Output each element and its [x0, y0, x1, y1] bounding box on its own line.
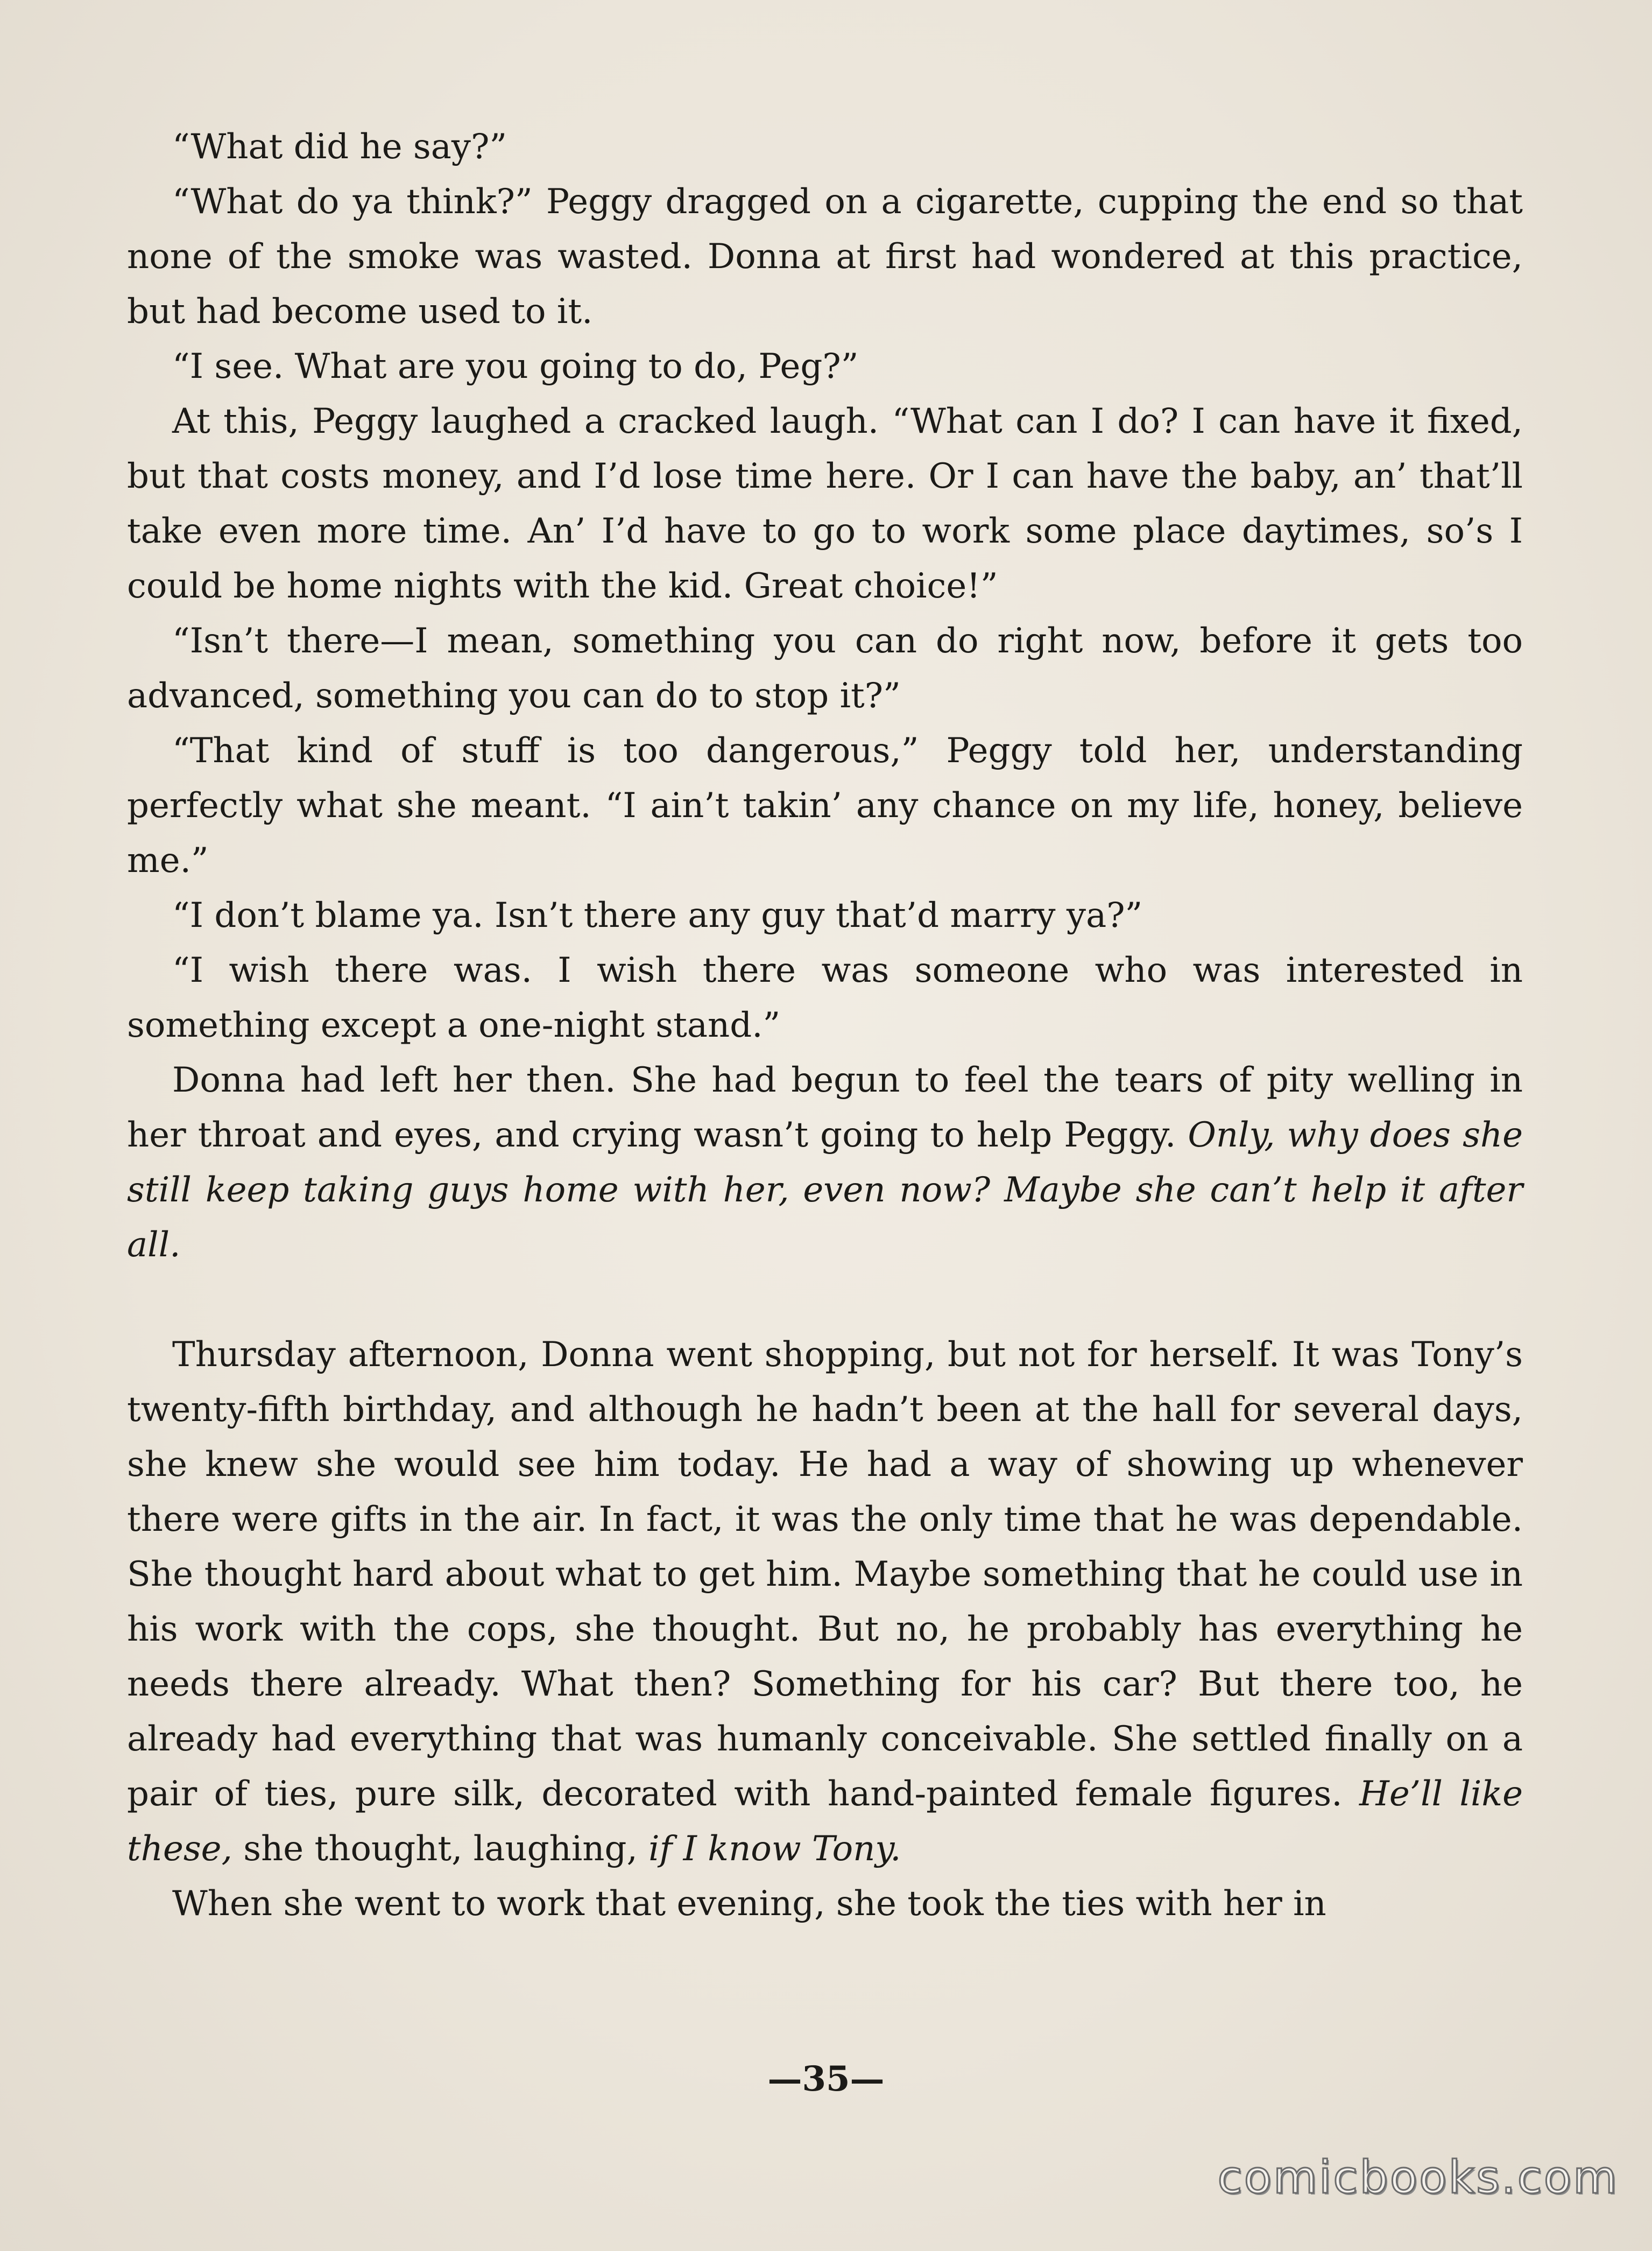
watermark-logo: comicbooks.com	[1217, 2151, 1619, 2204]
paragraph	[127, 174, 1523, 339]
text-run: When she went to work that evening, she took the ties with her in	[172, 1884, 1326, 1924]
paragraph	[127, 943, 1523, 1053]
text-run: Donna had left her then. She had begun to feel the tears of pity welling in her throat and eyes, and crying wasn’t going to help Peggy.	[127, 1060, 1523, 1155]
text-run: At this, Peggy laughed a cracked laugh. “What can I do? I can have it fixed, but that costs money, and I’d lose time here. Or I can have the baby, an’ that’ll take even more time. An’ I’d have to go to work some place daytimes, so’s I could be home nights with the kid. Great choice!”	[127, 402, 1523, 606]
italic-run: He’ll like these,	[127, 1774, 1523, 1869]
text-run: “Isn’t there—I mean, something you can do right now, before it gets too advanced, something you can do to stop it?”	[127, 621, 1523, 716]
text-run: “That kind of stuff is too dangerous,” Peggy told her, understanding perfectly what she meant. “I ain’t takin’ any chance on my life, honey, believe me.”	[127, 731, 1523, 881]
text-run: “I see. What are you going to do, Peg?”	[172, 347, 859, 386]
paragraph	[127, 1053, 1523, 1272]
paragraph	[127, 888, 1523, 943]
page-number: —35—	[767, 2059, 885, 2099]
text-run: “I don’t blame ya. Isn’t there any guy that’d marry ya?”	[172, 896, 1143, 935]
body-text	[127, 119, 1523, 1931]
paragraph	[127, 339, 1523, 394]
paragraph	[127, 614, 1523, 723]
paragraph	[127, 723, 1523, 888]
paragraph	[127, 394, 1523, 614]
italic-run: if I know Tony.	[648, 1829, 901, 1869]
section-break	[127, 1272, 1523, 1327]
text-run: Thursday afternoon, Donna went shopping, but not for herself. It was Tony’s twenty-fifth birthday, and although he hadn’t been at the hall for several days, she knew she would see him today. He had a way of showing up whenever there were gifts in the air. In fact, it was the only time that he was dependable. She thought hard about what to get him. Maybe something that he could use in his work with the cops, she thought. But no, he probably has everything he needs there already. What then? Something for his car? But there too, he already had everything that was humanly conceivable. She settled finally on a pair of ties, pure silk, decorated with hand-painted female figures.	[127, 1335, 1523, 1814]
paragraph	[127, 1876, 1523, 1931]
italic-run: Only, why does she still keep taking guys home with her, even now? Maybe she can’t help it after all.	[127, 1115, 1523, 1265]
text-run: “I wish there was. I wish there was someone who was interested in something except a one-night stand.”	[127, 951, 1523, 1045]
paragraph	[127, 119, 1523, 174]
paragraph	[127, 1327, 1523, 1876]
text-run: “What do ya think?” Peggy dragged on a cigarette, cupping the end so that none of the smoke was wasted. Donna at first had wondered at this practice, but had become used to it.	[127, 182, 1523, 332]
text-run: she thought, laughing,	[232, 1829, 649, 1869]
text-run: “What did he say?”	[172, 127, 507, 167]
